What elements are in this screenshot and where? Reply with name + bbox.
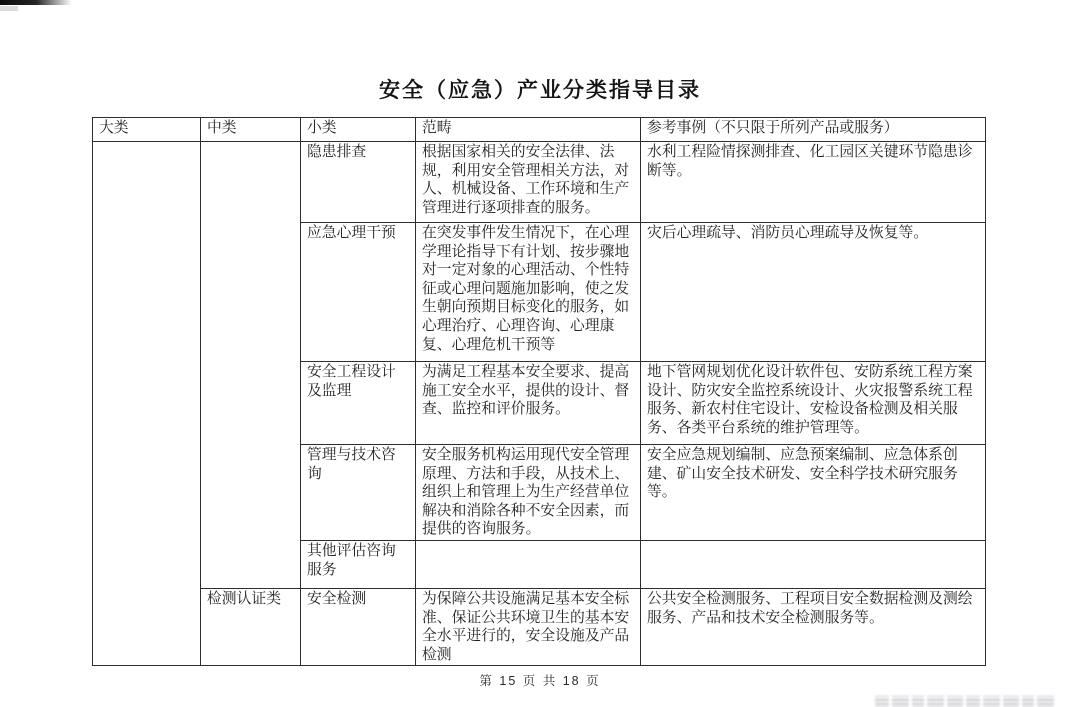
cell-examples: 安全应急规划编制、应急预案编制、应急体系创建、矿山安全技术研发、安全科学技术研究服务等。	[641, 445, 986, 541]
cell-minor-category: 应急心理干预	[301, 223, 416, 362]
cell-minor-category: 安全检测	[301, 588, 416, 665]
cell-minor-category: 其他评估咨询服务	[301, 540, 416, 588]
scan-artifact-topleft	[0, 0, 72, 5]
cell-minor-category: 管理与技术咨询	[301, 445, 416, 541]
header-major-category: 大类	[93, 118, 201, 142]
table-row-hidden-hazard	[93, 142, 986, 223]
cell-scope: 根据国家相关的安全法律、法规，利用安全管理相关方法，对人、机械设备、工作环境和生产管理进行逐项排查的服务。	[416, 142, 641, 223]
header-scope: 范畴	[416, 118, 641, 142]
header-mid-category: 中类	[201, 118, 301, 142]
cell-minor-category: 隐患排查	[301, 142, 416, 223]
watermark-glyph	[927, 696, 944, 707]
watermark-glyph	[966, 696, 980, 707]
cell-examples: 水利工程险情探测排查、化工园区关键环节隐患诊断等。	[641, 142, 986, 223]
watermark-glyph	[892, 696, 909, 707]
watermark-glyph	[875, 696, 889, 707]
classification-table	[92, 117, 986, 666]
watermark-glyph	[983, 696, 1000, 707]
cell-scope: 在突发事件发生情况下，在心理学理论指导下有计划、按步骤地对一定对象的心理活动、个性特征或心理问题施加影响，使之发生朝向预期目标变化的服务，如心理治疗、心理咨询、心理康复、心理危机干预等	[416, 223, 641, 362]
cell-examples: 公共安全检测服务、工程项目安全数据检测及测绘服务、产品和技术安全检测服务等。	[641, 588, 986, 665]
cell-scope: 为保障公共设施满足基本安全标准、保证公共环境卫生的基本安全水平进行的，安全设施及产品检测	[416, 588, 641, 665]
cell-major-category-blank	[93, 142, 201, 666]
watermark-glyph	[1037, 696, 1054, 707]
header-examples: 参考事例（不只限于所列产品或服务）	[641, 118, 986, 142]
watermark-glyph	[1003, 696, 1019, 707]
cell-mid-category: 检测认证类	[201, 588, 301, 665]
watermark-glyph	[947, 696, 963, 707]
table-row-safety-testing	[93, 588, 986, 665]
cell-minor-category: 安全工程设计及监理	[301, 362, 416, 445]
header-minor-category: 小类	[301, 118, 416, 142]
cell-scope: 安全服务机构运用现代安全管理原理、方法和手段，从技术上、组织上和管理上为生产经营单位解决和消除各种不安全因素，而提供的咨询服务。	[416, 445, 641, 541]
cell-examples: 灾后心理疏导、消防员心理疏导及恢复等。	[641, 223, 986, 362]
cell-mid-category-blank	[201, 142, 301, 589]
page-title: 安全（应急）产业分类指导目录	[379, 79, 701, 102]
watermark-glyph	[912, 696, 924, 707]
cell-examples	[641, 540, 986, 588]
scan-artifact-topleft-2	[0, 6, 18, 11]
cell-scope: 为满足工程基本安全要求、提高施工安全水平，提供的设计、督查、监控和评价服务。	[416, 362, 641, 445]
cutoff-watermark	[875, 696, 1054, 707]
table-header-row	[93, 118, 986, 142]
page-number: 第 15 页 共 18 页	[479, 674, 601, 688]
watermark-glyph	[1022, 696, 1034, 707]
cell-examples: 地下管网规划优化设计软件包、安防系统工程方案设计、防灾安全监控系统设计、火灾报警系统工程服务、新农村住宅设计、安检设备检测及相关服务、各类平台系统的维护管理等。	[641, 362, 986, 445]
cell-scope	[416, 540, 641, 588]
